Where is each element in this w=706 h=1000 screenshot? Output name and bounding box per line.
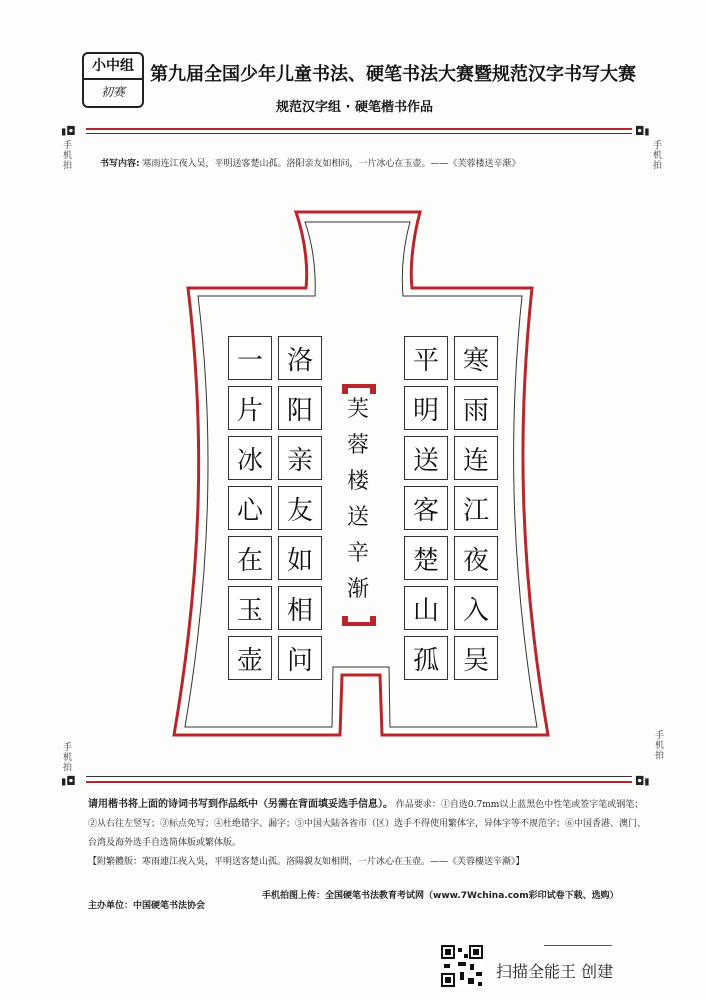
bracket-bottom — [340, 614, 378, 628]
grid-cell: 在 — [228, 536, 272, 580]
poem-title — [344, 392, 372, 608]
grid-cell: 问 — [278, 636, 322, 680]
title-char: 芙 — [346, 397, 369, 422]
side-label-right-bottom: 手机拍 — [653, 730, 663, 760]
grid-cell: 寒 — [454, 336, 498, 380]
grid-cell: 玉 — [228, 586, 272, 630]
content-text: 寒雨连江夜入吴，平明送客楚山孤。洛阳亲友如相问，一片冰心在玉壶。——《芙蓉楼送辛渐》 — [142, 159, 521, 169]
grid-cell: 孤 — [404, 636, 448, 680]
badge-round-label: 初赛 — [100, 85, 125, 99]
content-label: 书写内容: — [100, 159, 140, 169]
grid-cell: 冰 — [228, 436, 272, 480]
grid-cell: 心 — [228, 486, 272, 530]
page-subtitle: 规范汉字组 · 硬笔楷书作品 — [276, 100, 433, 115]
grid-cell: 客 — [404, 486, 448, 530]
bottom-rule-thin — [86, 776, 632, 777]
camera-icon: ▮◘ — [60, 774, 75, 788]
title-char: 蓉 — [346, 433, 369, 458]
grid-cell: 平 — [404, 336, 448, 380]
grid-cell: 入 — [454, 586, 498, 630]
grid-cell: 亲 — [278, 436, 322, 480]
badge-group-label: 小中组 — [84, 54, 142, 80]
organizer: 主办单位：中国硬笔书法协会 — [88, 901, 206, 911]
grid-cell: 友 — [278, 486, 322, 530]
bottom-rule — [86, 781, 632, 783]
grid-cell: 山 — [404, 586, 448, 630]
grid-column-2 — [404, 336, 448, 680]
page-title: 第九届全国少年儿童书法、硬笔书法大赛暨规范汉字书写大赛 — [150, 64, 636, 85]
instructions — [88, 795, 648, 872]
grid-cell: 夜 — [454, 536, 498, 580]
grid-cell: 壶 — [228, 636, 272, 680]
grid-cell: 相 — [278, 586, 322, 630]
grid-cell: 片 — [228, 386, 272, 430]
grid-cell: 一 — [228, 336, 272, 380]
grid-cell: 楚 — [404, 536, 448, 580]
grid-column-4 — [228, 336, 272, 680]
title-char: 送 — [346, 505, 369, 530]
scanner-watermark: 扫描全能王 创建 — [496, 962, 614, 981]
side-label-left: 手机拍 — [61, 140, 71, 170]
grid-cell: 吴 — [454, 636, 498, 680]
instructions-traditional: 【附繁體版：寒雨連江夜入吳，平明送客楚山孤。洛陽親友如相問，一片冰心在玉壺。——《芙蓉樓送辛漸》】 — [88, 857, 525, 867]
grid-cell: 如 — [278, 536, 322, 580]
grid-cell: 雨 — [454, 386, 498, 430]
title-char: 楼 — [346, 469, 369, 494]
title-char: 渐 — [346, 577, 369, 602]
camera-icon: ◘▮ — [636, 774, 651, 788]
grid-cell: 明 — [404, 386, 448, 430]
camera-icon: ▮◘ — [60, 124, 75, 138]
grid-cell: 送 — [404, 436, 448, 480]
title-char: 辛 — [346, 541, 369, 566]
grid-cell: 阳 — [278, 386, 322, 430]
side-label-left-bottom: 手机拍 — [61, 742, 71, 772]
instructions-lead: 请用楷书将上面的诗词书写到作品纸中（另需在背面填妥选手信息）。 — [88, 799, 393, 810]
camera-icon: ◘▮ — [636, 124, 651, 138]
scanner-rule — [544, 945, 612, 946]
grid-column-1 — [454, 336, 498, 680]
grid-cell: 连 — [454, 436, 498, 480]
grid-column-3 — [278, 336, 322, 680]
upload-info: 手机拍图上传：全国硬笔书法教育考试网（www.7Wchina.com彩印试卷下载、选购） — [262, 891, 619, 901]
side-label-right: 手机拍 — [651, 140, 661, 170]
qr-code-icon — [440, 944, 484, 988]
instructions-body: 作品要求：①自选0.7mm以上蓝黑色中性笔或签字笔或钢笔；②从右往左竖写；③标点免写；④杜绝错字、漏字；⑤中国大陆各省市（区）选手不得使用繁体字，异体字等不规范字；⑥中国香港、澳门、台湾及海外选手自选简体版或繁体版。 — [88, 800, 647, 848]
grid-cell: 洛 — [278, 336, 322, 380]
grid-cell: 江 — [454, 486, 498, 530]
